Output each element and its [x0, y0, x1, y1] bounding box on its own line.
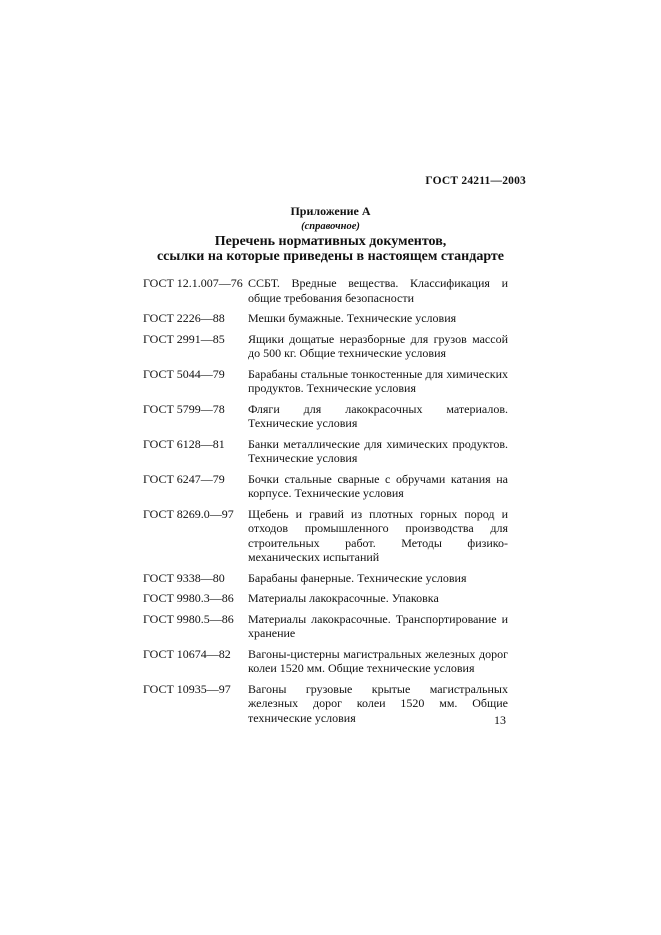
reference-code: ГОСТ 9980.5—86	[143, 611, 234, 626]
reference-text: Барабаны фанерные. Технические условия	[248, 570, 467, 585]
reference-code: ГОСТ 10674—82	[143, 646, 231, 661]
reference-row	[143, 367, 508, 396]
reference-code: ГОСТ 6247—79	[143, 471, 225, 486]
reference-row	[143, 311, 508, 326]
reference-code: ГОСТ 8269.0—97	[143, 506, 234, 521]
appendix-heading	[0, 203, 661, 235]
reference-text: Вагоны-цистерны магистральных железных дорог колеи 1520 мм. Общие технические условия	[248, 646, 508, 675]
standard-code: ГОСТ 24211—2003	[425, 175, 526, 187]
reference-text: Материалы лакокрасочные. Упаковка	[248, 591, 439, 605]
reference-code: ГОСТ 2226—88	[143, 311, 225, 325]
reference-row	[143, 682, 508, 726]
reference-text: Банки металлические для химических продуктов. Технические условия	[248, 436, 508, 465]
reference-code: ГОСТ 2991—85	[143, 331, 225, 346]
reference-row	[143, 507, 508, 565]
reference-text: Барабаны стальные тонкостенные для химических продуктов. Технические условия	[248, 366, 508, 395]
page-number: 13	[494, 713, 506, 727]
reference-code: ГОСТ 5044—79	[143, 366, 225, 381]
reference-code: ГОСТ 6128—81	[143, 436, 225, 451]
reference-row	[143, 276, 508, 305]
reference-code: ГОСТ 9338—80	[143, 570, 225, 585]
reference-text: Щебень и гравий из плотных горных пород и отходов промышленного производства для строительных работ. Методы физико-механических испытаний	[248, 506, 508, 564]
reference-text: Вагоны грузовые крытые магистральных железных дорог колеи 1520 мм. Общие технические условия	[248, 681, 508, 725]
reference-code: ГОСТ 12.1.007—76	[143, 276, 243, 290]
references-list	[143, 276, 508, 731]
reference-row	[143, 472, 508, 501]
reference-text: Ящики дощатые неразборные для грузов массой до 500 кг. Общие технические условия	[248, 331, 508, 360]
reference-row	[143, 332, 508, 361]
reference-code: ГОСТ 5799—78	[143, 401, 225, 416]
appendix-title: Приложение А	[290, 204, 371, 218]
appendix-note: (справочное)	[301, 221, 360, 232]
reference-text: Бочки стальные сварные с обручами катания на корпусе. Технические условия	[248, 471, 508, 500]
reference-row	[143, 402, 508, 431]
reference-row	[143, 437, 508, 466]
reference-row	[143, 571, 508, 586]
reference-row	[143, 591, 508, 606]
document-title-line-1: Перечень нормативных документов,	[214, 234, 447, 249]
document-title	[0, 234, 661, 264]
reference-code: ГОСТ 10935—97	[143, 681, 231, 696]
reference-text: Мешки бумажные. Технические условия	[248, 311, 457, 325]
reference-text: Материалы лакокрасочные. Транспортирование и хранение	[248, 611, 508, 640]
reference-text: Фляги для лакокрасочных материалов. Технические условия	[248, 401, 508, 430]
reference-code: ГОСТ 9980.3—86	[143, 591, 234, 605]
document-title-line-2: ссылки на которые приведены в настоящем стандарте	[156, 249, 505, 264]
reference-text: ССБТ. Вредные вещества. Классификация и общие требования безопасности	[248, 276, 508, 305]
reference-row	[143, 647, 508, 676]
reference-row	[143, 612, 508, 641]
